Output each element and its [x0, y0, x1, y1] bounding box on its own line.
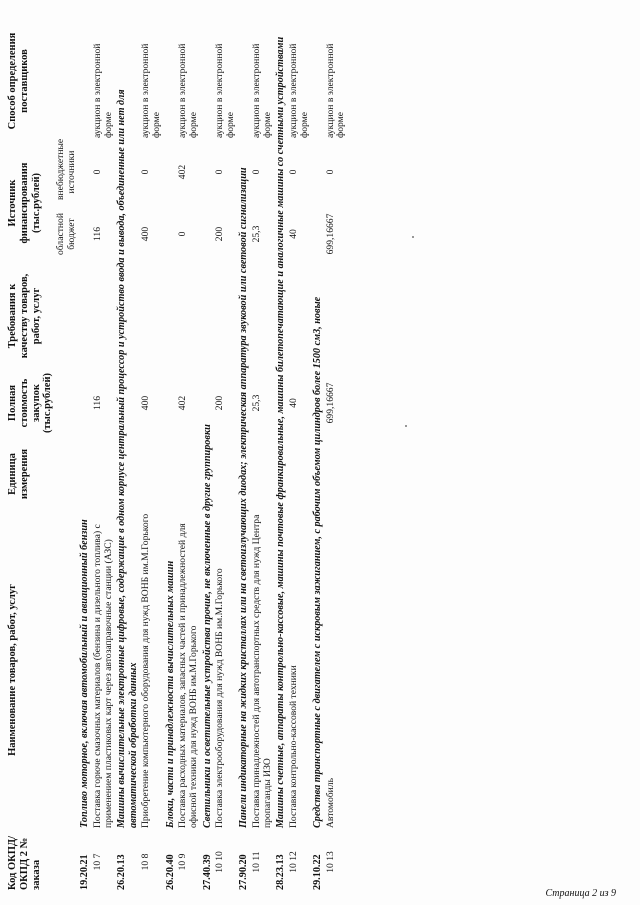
scan-speck: [405, 425, 407, 427]
item-requirements: [325, 265, 348, 367]
table-row: [288, 21, 311, 893]
header-row: [6, 21, 55, 893]
item-regional-budget: 40: [287, 229, 299, 239]
order-number: 10 10: [213, 851, 225, 873]
item-name: Поставка горюче смазочных материалов (бензина и дизельного топлива) с применением пластиковых карт через автозаправочные станции (АЗС): [91, 524, 114, 828]
group-code: 27.40.39: [201, 854, 213, 890]
group-code: 26.20.40: [164, 854, 176, 890]
procurement-table: [6, 21, 348, 893]
item-cost: 699,16667: [324, 382, 336, 424]
item-cost: 400: [140, 395, 152, 411]
item-requirements: [92, 265, 115, 367]
item-requirements: [140, 265, 163, 367]
group-row: [201, 21, 214, 893]
item-cost: 40: [287, 398, 299, 408]
item-cost: 116: [91, 395, 103, 411]
item-requirements: [251, 265, 274, 367]
group-code: 19.20.21: [79, 854, 91, 890]
group-title: Машины счетные, аппараты контрольно-кассовые, машины почтовые франкировальные, машины билетопечатающие и аналогичные машины со счетными устройствами: [275, 36, 287, 828]
group-code: 27.90.20: [238, 854, 250, 890]
subheader-extra: внебюджетные источники: [55, 138, 77, 200]
group-title: Блоки, части и принадлежности вычислительных машин: [164, 560, 176, 828]
group-code: 28.23.13: [275, 854, 287, 890]
item-extra-budget: 0: [91, 169, 103, 175]
table-row: [214, 21, 237, 893]
table-row: [325, 21, 348, 893]
item-method: аукцион в электронной форме: [250, 43, 273, 138]
group-title: Топливо моторное, включая автомобильный и авиационный бензин: [79, 519, 91, 828]
group-title: Машины вычислительные электронные цифровые, содержащие в одном корпусе центральный процессор и устройство ввода и вывода, объединенные или нет для автоматической обработки данных: [116, 89, 139, 828]
subheader-row: [55, 21, 78, 893]
table-row: [251, 21, 274, 893]
item-extra-budget: 0: [213, 169, 225, 175]
item-unit: [177, 439, 200, 509]
item-name: Приобретение компьютерного оборудования для нужд ВОНБ им.М.Горького: [140, 513, 152, 828]
item-requirements: [177, 265, 200, 367]
table-row: [92, 21, 115, 893]
table-row: [140, 21, 163, 893]
group-row: [311, 21, 324, 893]
item-requirements: [288, 265, 311, 367]
subheader-regional: областной бюджет: [55, 213, 77, 256]
item-unit: [288, 439, 311, 509]
table-body: [78, 21, 348, 893]
item-regional-budget: 0: [177, 231, 189, 237]
order-number: 10 9: [177, 853, 189, 871]
item-name: Автомобиль: [324, 778, 336, 828]
group-row: [164, 21, 177, 893]
item-regional-budget: 116: [91, 226, 103, 242]
page-number: Страница 2 из 9: [545, 888, 616, 899]
table-row: [177, 21, 200, 893]
item-requirements: [214, 265, 237, 367]
item-regional-budget: 400: [140, 226, 152, 242]
header-funding: Источник финансирования (тыс.рублей): [7, 162, 42, 244]
scan-speck: [412, 236, 414, 238]
item-regional-budget: 699,16667: [324, 213, 336, 255]
item-cost: 402: [177, 395, 189, 411]
order-number: 10 11: [250, 851, 262, 873]
order-number: 10 13: [324, 851, 336, 873]
order-number: 10 12: [287, 851, 299, 873]
item-name: Поставка расходных материалов, запасных частей и принадлежностей для офисной техники для нужд ВОНБ им.М.Горького: [177, 523, 199, 828]
header-unit: Единица измерения: [7, 448, 30, 500]
item-unit: [251, 439, 274, 509]
item-method: аукцион в электронной форме: [91, 43, 114, 138]
order-number: 10 8: [140, 853, 152, 871]
header-cost: Полная стоимость закупок (тыс.рублей): [7, 372, 54, 434]
group-row: [78, 21, 91, 893]
group-row: [115, 21, 140, 893]
group-row: [237, 21, 250, 893]
item-method: аукцион в электронной форме: [177, 43, 199, 138]
group-title: Панели индикаторные на жидких кристаллах или на светоизлучающих диодах; электрическая аппаратура звуковой или световой сигнализации: [238, 167, 250, 828]
header-method: Способ определения поставщиков: [7, 32, 30, 130]
item-extra-budget: 0: [140, 169, 152, 175]
item-extra-budget: 0: [287, 169, 299, 175]
order-number: 10 7: [91, 853, 103, 871]
item-extra-budget: 0: [250, 169, 262, 175]
item-unit: [140, 439, 163, 509]
item-name: Поставка электрооборудования для нужд ВОНБ им.М.Горького: [213, 568, 225, 828]
item-method: аукцион в электронной форме: [324, 43, 347, 138]
group-row: [274, 21, 287, 893]
group-title: Светильники и осветительные устройства прочие, не включенные в другие группировки: [201, 424, 213, 828]
item-unit: [214, 439, 237, 509]
group-title: Средства транспортные с двигателем с искровым зажиганием, с рабочим объемом цилиндров более 1500 см3, новые: [312, 296, 324, 828]
item-method: аукцион в электронной форме: [140, 43, 162, 138]
item-unit: [92, 439, 115, 509]
item-regional-budget: 200: [213, 226, 225, 242]
item-extra-budget: 402: [177, 164, 189, 180]
item-method: аукцион в электронной форме: [287, 43, 310, 138]
header-name: Наименование товаров, работ, услуг: [7, 584, 18, 756]
item-name: Поставка контрольно-кассовой техники: [287, 665, 299, 828]
header-code: Код ОКПД/ ОКПД 2 № заказа: [7, 835, 42, 890]
item-unit: [325, 439, 348, 509]
header-requirements: Требования к качеству товаров, работ, услуг: [7, 273, 42, 359]
group-code: 29.10.22: [312, 854, 324, 890]
item-cost: 200: [213, 395, 225, 411]
group-code: 26.20.13: [116, 854, 128, 890]
item-extra-budget: 0: [324, 169, 336, 175]
item-method: аукцион в электронной форме: [213, 43, 236, 138]
item-cost: 25,3: [250, 394, 262, 412]
item-regional-budget: 25,3: [250, 225, 262, 243]
item-name: Поставка принадлежностей для автотранспортных средств для нужд Центра пропаганды ИЗО: [250, 514, 273, 828]
